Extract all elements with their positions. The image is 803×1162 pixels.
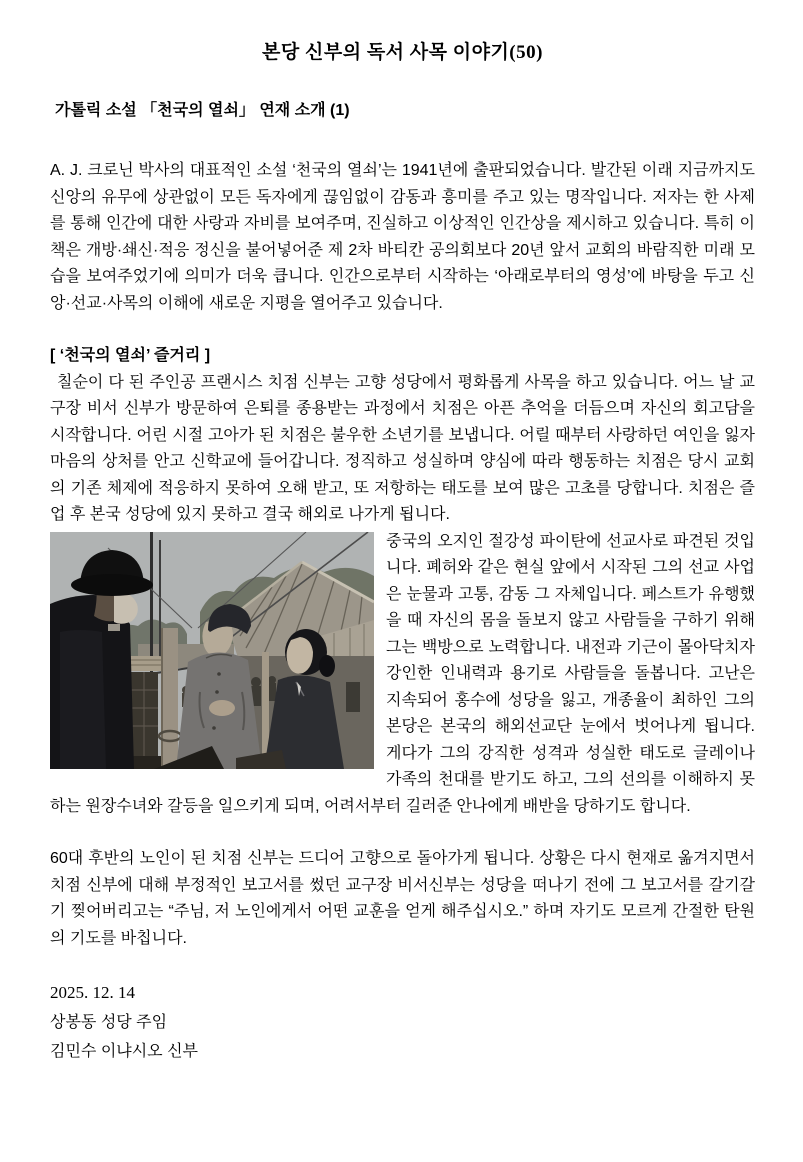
synopsis-section-header: [ ‘천국의 열쇠’ 즐거리 ] — [50, 347, 211, 364]
synopsis-paragraph-2-text: 중국의 오지인 절강성 파이탄에 선교사로 파견된 것입니다. 폐허와 같은 현실 앞에서 시작된 그의 선교 사업은 눈물과 고통, 감동 그 자체입니다. 페스트가 유행했을 때 자신의 몸을 돌보지 않고 사람들을 구하기 위해 그는 백방으로 노력합니다. 내전과 기근이 몰아닥치자 강인한 인내력과 용기로 사람들을 돌봅니다. 고난은 지속되어 홍수에 성당을 잃고, 개종율이 최하인 그의 본당은 본국의 해외선교단 눈에서 벗어나게 됩니다. 게다가 그의 강직한 성격과 성실한 태도로 글레이나 가족의 천대를 받기도 하고, 그의 선의를 이해하지 못하는 원장수녀와 갈등을 일으키게 되며, 어려서부터 길러준 안나에게 배반을 당하기도 합니다. — [50, 532, 755, 815]
closing-paragraph: 60대 후반의 노인이 된 치점 신부는 드디어 고향으로 돌아가게 됩니다. 상황은 다시 현재로 옮겨지면서 치점 신부에 대해 부정적인 보고서를 썼던 교구장 비서신부는 성당을 떠나기 전에 그 보고서를 갈기갈기 찢어버리고는 “주님, 저 노인에게서 어떤 교훈을 얻게 해주십시오.” 하며 자기도 모르게 간절한 탄원의 기도를 바칩니다. — [50, 850, 755, 947]
signature-role: 상봉동 성당 주임 — [50, 1013, 168, 1031]
signature-name: 김민수 이냐시오 신부 — [50, 1043, 198, 1060]
synopsis-paragraph-1: 칠순이 다 된 주인공 프랜시스 치점 신부는 고향 성당에서 평화롭게 사목을 하고 있습니다. 어느 날 교구장 비서 신부가 방문하여 은퇴를 종용받는 과정에서 치점은 아픈 추억을 더듬으며 자신의 회고담을 시작합니다. 어린 시절 고아가 된 치점은 불우한 소년기를 보냅니다. 어릴 때부터 사랑하던 여인을 잃자 마음의 상처를 안고 신학교에 들어갑니다. 정직하고 성실하며 양심에 따라 행동하는 치점은 당시 교회의 기존 체제에 적응하지 못하여 오해 받고, 또 저항하는 태도를 보여 많은 고초를 당합니다. 치점은 즐업 후 본국 성당에 있지 못하고 결국 해외로 나가게 됩니다. — [50, 373, 755, 523]
date-line: 2025. 12. 14 — [50, 983, 135, 1002]
page-title: 본당 신부의 독서 사목 이야기(50) — [262, 42, 543, 63]
movie-still-image — [50, 532, 374, 769]
movie-still-photo — [50, 532, 374, 769]
article-subtitle: 가톨릭 소설 「천국의 열쇠」 연재 소개 (1) — [55, 102, 350, 119]
footer-block — [50, 978, 755, 1067]
intro-paragraph: A. J. 크로닌 박사의 대표적인 소설 ‘천국의 열쇠’는 1941년에 출판되었습니다. 발간된 이래 지금까지도 신앙의 유무에 상관없이 모든 독자에게 끊임없이 감동과 흥미를 주고 있는 명작입니다. 저자는 한 사제를 통해 인간에 대한 사랑과 자비를 보여주며, 진실하고 이상적인 인간상을 제시하고 있습니다. 특히 이 책은 개방·쇄신·적응 정신을 불어넣어준 제 2차 바티칸 공의회보다 20년 앞서 교회의 바람직한 미래 모습을 보여주었기에 의미가 더욱 큽니다. 인간으로부터 시작하는 ‘아래로부터의 영성’에 바탕을 두고 신앙·선교·사목의 이해에 새로운 지평을 열어주고 있습니다. — [50, 162, 755, 312]
synopsis-paragraph-2 — [50, 529, 755, 821]
